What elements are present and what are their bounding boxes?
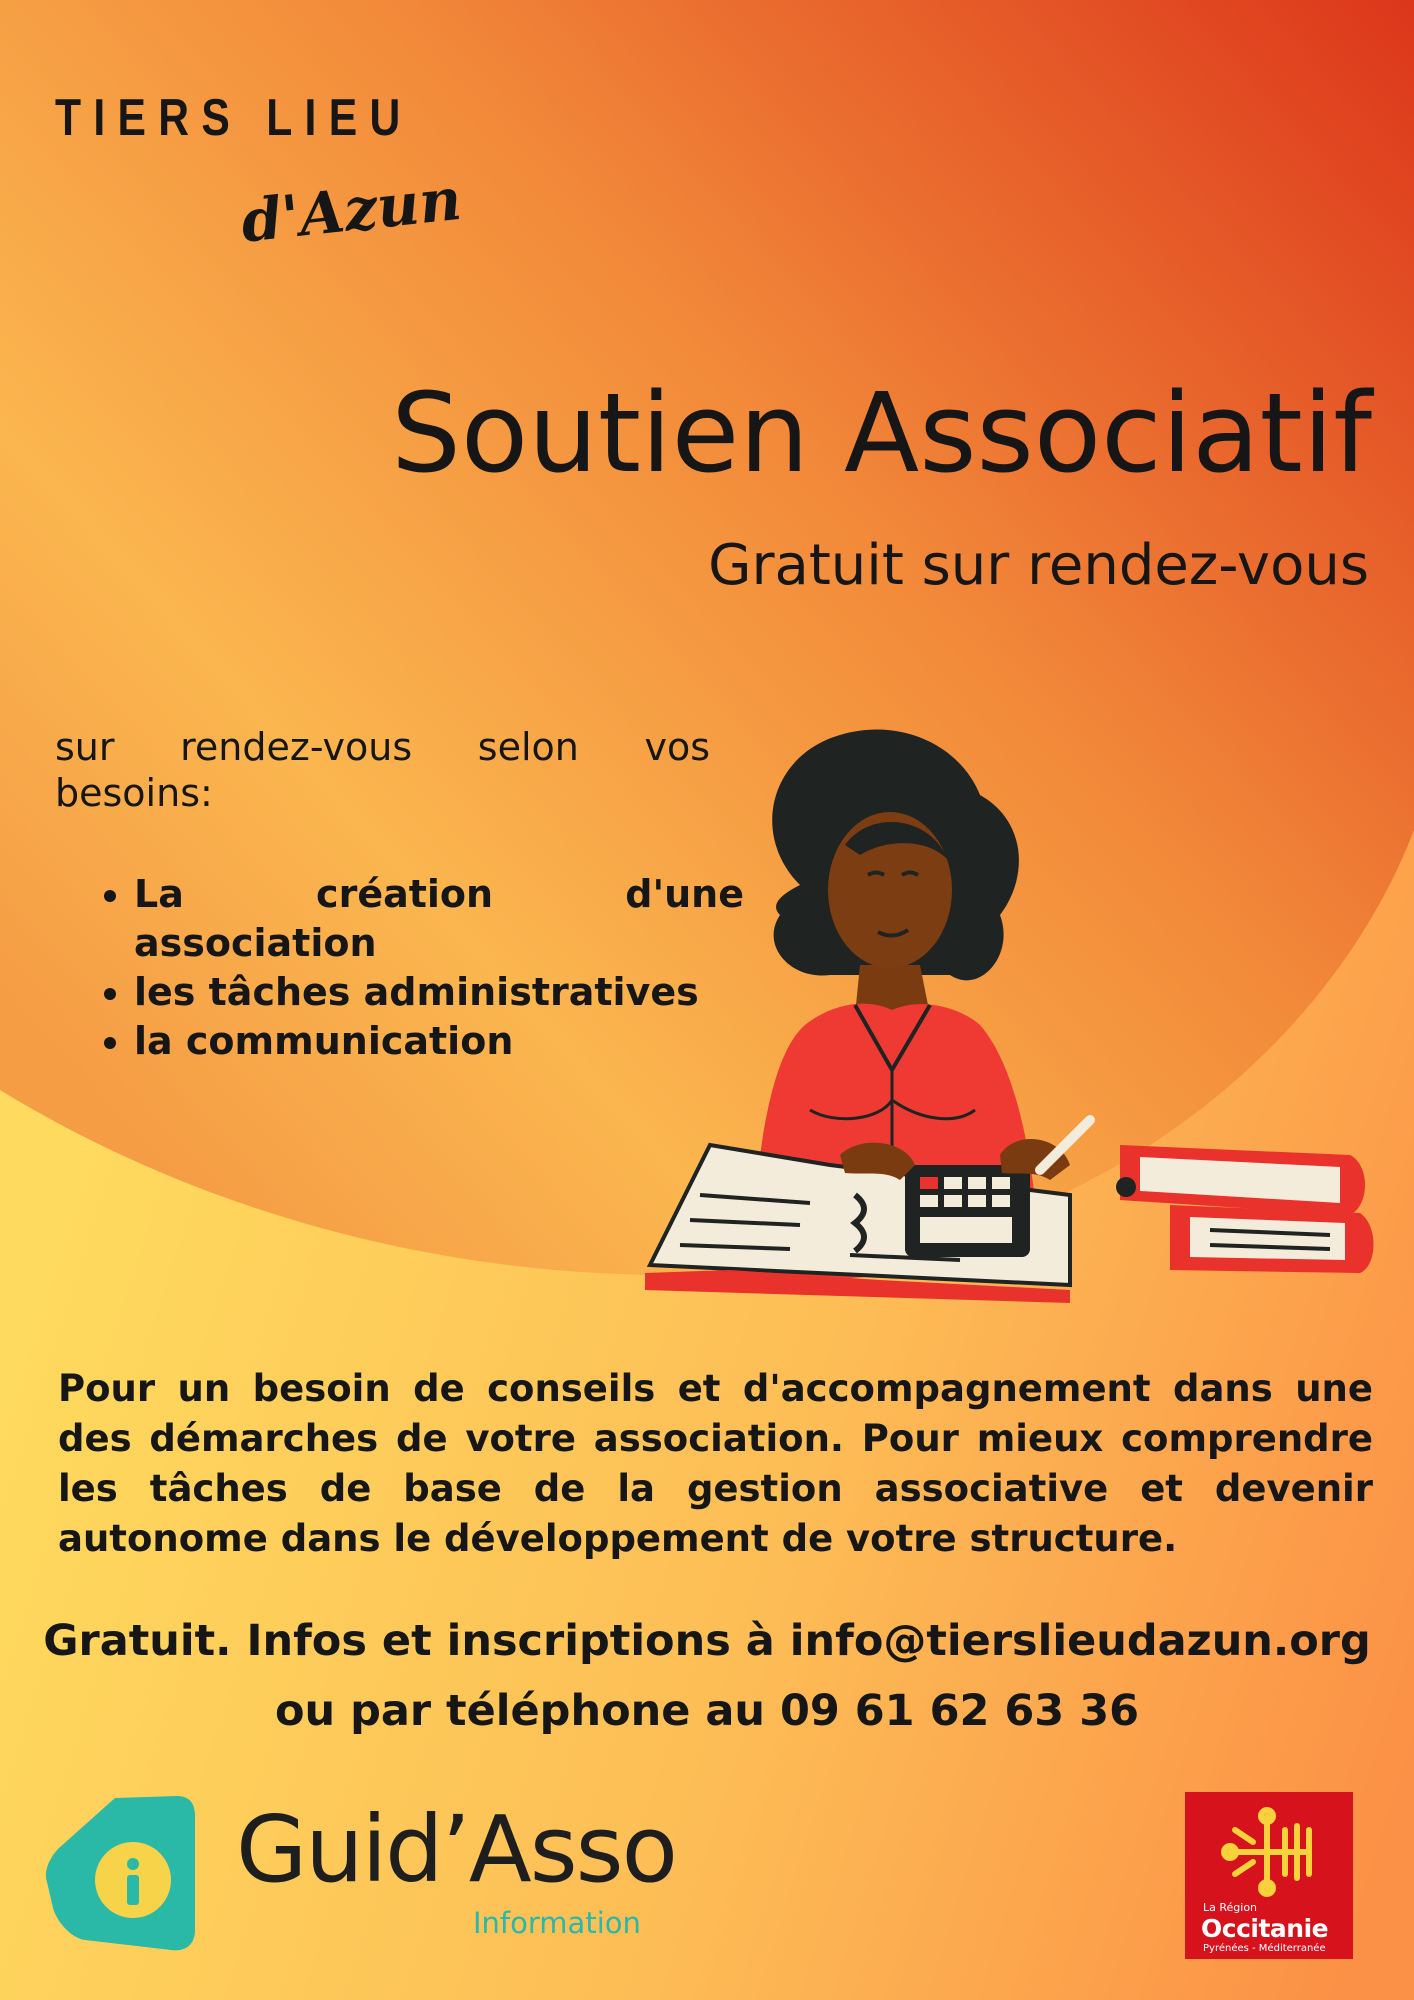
logo-dazun: d'Azun — [238, 164, 465, 256]
info-icon — [45, 1790, 205, 1960]
list-item: • les tâches administratives — [134, 968, 744, 1017]
list-item: • La création d'une association — [134, 870, 744, 968]
description-paragraph: Pour un besoin de conseils et d'accompagnement dans une des démarches de votre association. Pour mieux comprendre les tâches de base de la gestion associative et devenir autonome dans le développement de votre structure. — [58, 1367, 1373, 1560]
guidasso-logo-name: Guid’Asso — [236, 1796, 676, 1903]
region-label-small: La Région — [1203, 1901, 1258, 1914]
occitan-cross-icon — [1205, 1802, 1333, 1900]
region-label-sub: Pyrénées - Méditerranée — [1203, 1943, 1326, 1954]
page-subtitle: Gratuit sur rendez-vous — [708, 533, 1369, 598]
intro-text: sur rendez-vous selon vos besoins: — [55, 725, 710, 815]
logo-tiers-lieu: TIERS LIEU — [55, 89, 413, 147]
woman-calculator-illustration — [630, 725, 1375, 1305]
guidasso-logo-tagline: Information — [473, 1906, 641, 1940]
list-item: • la communication — [134, 1017, 744, 1066]
contact-info — [40, 1606, 1374, 1746]
region-occitanie-logo — [1185, 1792, 1353, 1959]
contact-phone-line: ou par téléphone au 09 61 62 63 36 — [274, 1686, 1140, 1736]
contact-email-line: Gratuit. Infos et inscriptions à info@tierslieudazun.org — [43, 1616, 1371, 1666]
page-title: Soutien Associatif — [391, 369, 1372, 497]
region-label-main: Occitanie — [1201, 1914, 1329, 1943]
